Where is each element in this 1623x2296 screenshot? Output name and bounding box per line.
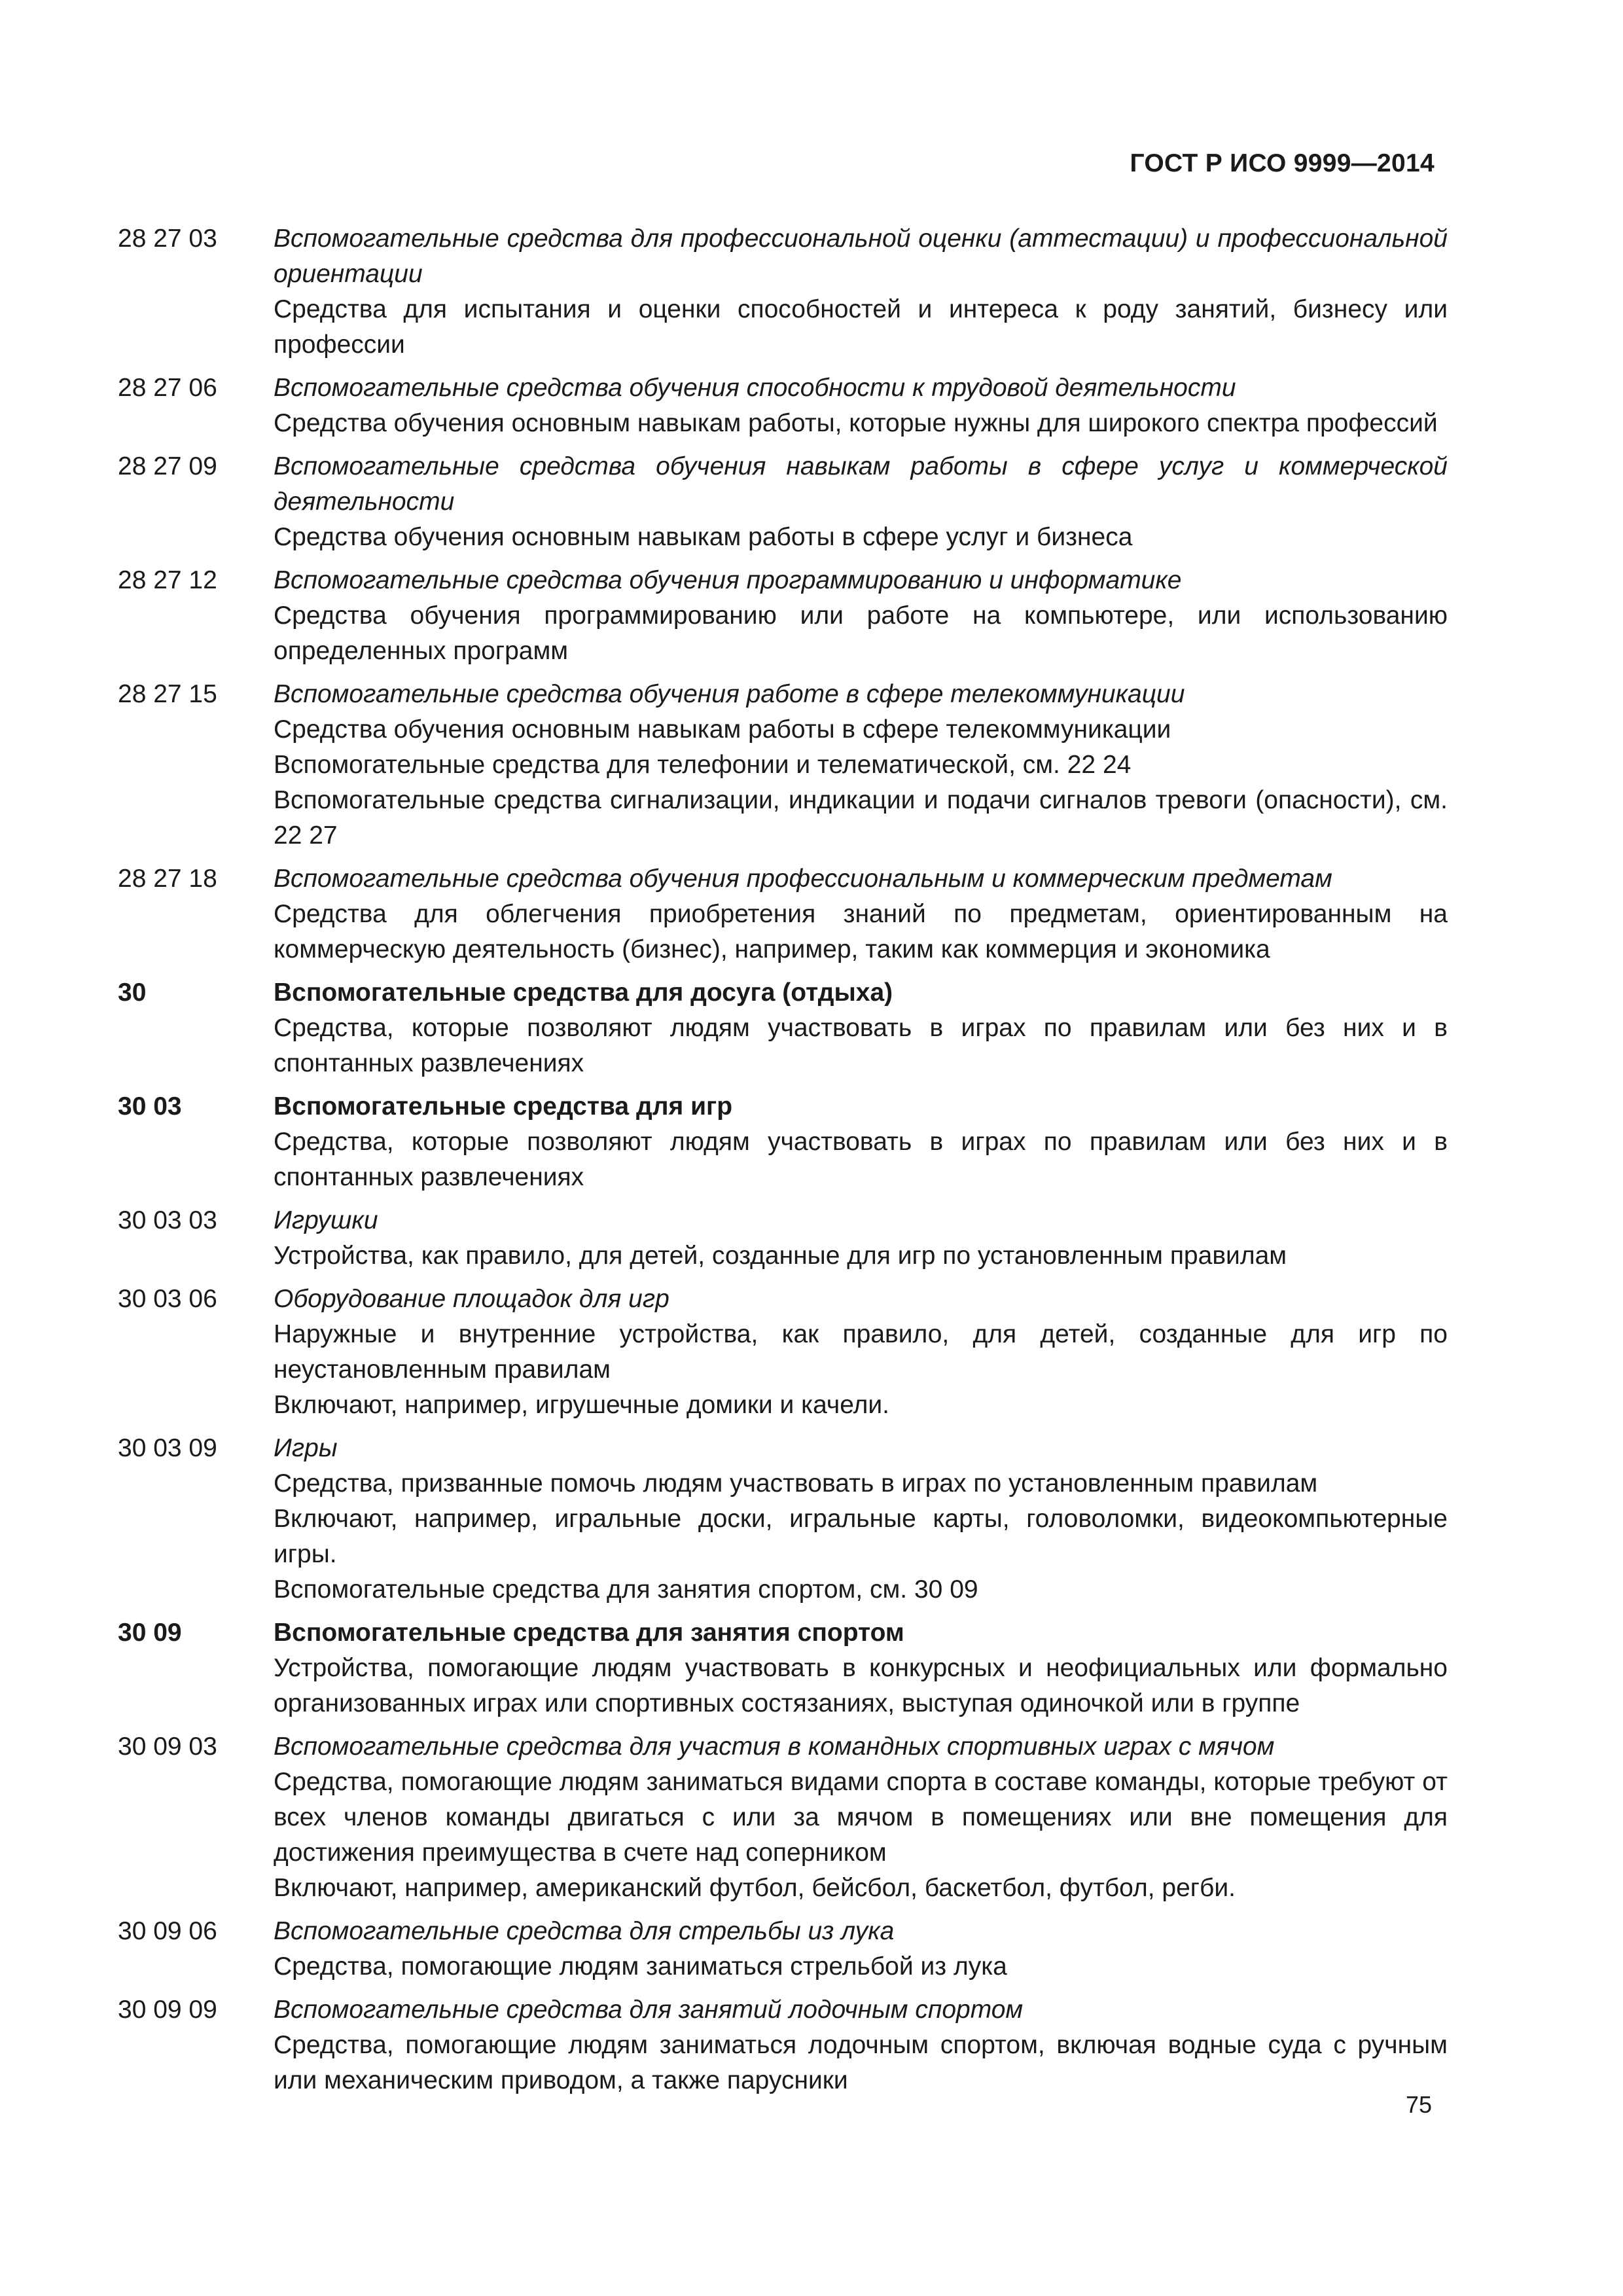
entry-code: 30 03 06 — [118, 1285, 217, 1313]
page-number: 75 — [1405, 2091, 1432, 2118]
entry-content — [274, 449, 1448, 555]
classification-list — [118, 221, 1448, 2106]
entry-30-09-06 — [118, 1914, 1448, 1984]
entry-28-27-06 — [118, 370, 1448, 441]
entry-description: Средства для облегчения приобретения знаний по предметам, ориентированным на коммерческую деятельность (бизнес), например, таким как коммерция и экономика — [274, 900, 1448, 963]
entry-code: 28 27 06 — [118, 374, 217, 402]
entry-title: Игры — [274, 1434, 338, 1462]
entry-code: 30 09 06 — [118, 1917, 217, 1945]
entry-30 — [118, 975, 1448, 1081]
entry-content — [274, 1729, 1448, 1906]
entry-content — [274, 1914, 1448, 1984]
entry-title: Вспомогательные средства для профессиональной оценки (аттестации) и профессиональной ориентации — [274, 224, 1448, 288]
entry-title: Игрушки — [274, 1206, 378, 1234]
entry-30-03-03 — [118, 1203, 1448, 1274]
entry-code: 30 09 09 — [118, 1996, 217, 2024]
entry-description: Средства, которые позволяют людям участвовать в играх по правилам или без них и в спонтанных развлечениях — [274, 1128, 1448, 1191]
document-header: ГОСТ Р ИСО 9999—2014 — [1130, 149, 1435, 177]
entry-code: 28 27 12 — [118, 566, 217, 594]
entry-code: 30 — [118, 978, 147, 1007]
entry-code: 30 03 09 — [118, 1434, 217, 1462]
entry-description: Средства для испытания и оценки способностей и интереса к роду занятий, бизнесу или профессии — [274, 295, 1448, 359]
entry-30-03-06 — [118, 1282, 1448, 1423]
entry-title: Вспомогательные средства для участия в командных спортивных играх с мячом — [274, 1732, 1275, 1761]
entry-content — [274, 370, 1448, 441]
entry-30-09-09 — [118, 1992, 1448, 2098]
entry-content — [274, 975, 1448, 1081]
entry-content — [274, 221, 1448, 363]
entry-30-03-09 — [118, 1431, 1448, 1607]
entry-cross-reference: Вспомогательные средства сигнализации, индикации и подачи сигналов тревоги (опасности), см. 22 27 — [274, 786, 1448, 850]
entry-title: Оборудование площадок для игр — [274, 1285, 669, 1313]
entry-description: Средства, помогающие людям заниматься лодочным спортом, включая водные суда с ручным или механическим приводом, а также парусники — [274, 2031, 1448, 2094]
entry-content — [274, 677, 1448, 853]
entry-code: 30 09 — [118, 1619, 182, 1647]
entry-title: Вспомогательные средства для игр — [274, 1092, 733, 1121]
entry-cross-reference: Вспомогательные средства для телефонии и телематической, см. 22 24 — [274, 751, 1132, 779]
entry-description: Средства обучения основным навыкам работы в сфере телекоммуникации — [274, 715, 1171, 744]
entry-title: Вспомогательные средства для досуга (отдыха) — [274, 978, 893, 1007]
entry-code: 30 03 03 — [118, 1206, 217, 1234]
entry-code: 28 27 15 — [118, 680, 217, 708]
entry-content — [274, 1992, 1448, 2098]
entry-30-03 — [118, 1089, 1448, 1195]
entry-description: Наружные и внутренние устройства, как правило, для детей, созданные для игр по неустановленным правилам — [274, 1320, 1448, 1384]
entry-content — [274, 1089, 1448, 1195]
entry-title: Вспомогательные средства для занятия спортом — [274, 1619, 904, 1647]
entry-title: Вспомогательные средства для занятий лодочным спортом — [274, 1996, 1024, 2024]
entry-content — [274, 1282, 1448, 1423]
entry-title: Вспомогательные средства обучения навыкам работы в сфере услуг и коммерческой деятельности — [274, 452, 1448, 516]
entry-28-27-03 — [118, 221, 1448, 363]
entry-examples: Включают, например, игральные доски, игральные карты, головоломки, видеокомпьютерные игры. — [274, 1505, 1448, 1568]
entry-content — [274, 861, 1448, 967]
entry-description: Средства, которые позволяют людям участвовать в играх по правилам или без них и в спонтанных развлечениях — [274, 1014, 1448, 1077]
entry-content — [274, 1615, 1448, 1721]
entry-title: Вспомогательные средства обучения профессиональным и коммерческим предметам — [274, 865, 1332, 893]
entry-28-27-15 — [118, 677, 1448, 853]
entry-description: Устройства, помогающие людям участвовать в конкурсных и неофициальных или формально организованных играх или спортивных состязаниях, выступая одиночкой или в группе — [274, 1654, 1448, 1717]
entry-description: Устройства, как правило, для детей, созданные для игр по установленным правилам — [274, 1242, 1287, 1270]
entry-description: Средства обучения основным навыкам работы в сфере услуг и бизнеса — [274, 523, 1133, 551]
entry-title: Вспомогательные средства для стрельбы из лука — [274, 1917, 895, 1945]
entry-title: Вспомогательные средства обучения работе в сфере телекоммуникации — [274, 680, 1185, 708]
entry-30-09-03 — [118, 1729, 1448, 1906]
entry-description: Средства обучения программированию или работе на компьютере, или использованию определенных программ — [274, 601, 1448, 665]
entry-description: Средства обучения основным навыкам работы, которые нужны для широкого спектра профессий — [274, 409, 1438, 437]
entry-30-09 — [118, 1615, 1448, 1721]
entry-28-27-18 — [118, 861, 1448, 967]
entry-28-27-12 — [118, 563, 1448, 669]
entry-description: Средства, призванные помочь людям участвовать в играх по установленным правилам — [274, 1469, 1318, 1498]
entry-title: Вспомогательные средства обучения программированию и информатике — [274, 566, 1182, 594]
entry-code: 28 27 03 — [118, 224, 217, 253]
entry-title: Вспомогательные средства обучения способности к трудовой деятельности — [274, 374, 1236, 402]
entry-content — [274, 1431, 1448, 1607]
entry-code: 30 03 — [118, 1092, 182, 1121]
entry-examples: Включают, например, американский футбол, бейсбол, баскетбол, футбол, регби. — [274, 1874, 1236, 1902]
entry-description: Средства, помогающие людям заниматься видами спорта в составе команды, которые требуют от всех членов команды двигаться с или за мячом в помещениях или вне помещения для достижения преимущества в счете над соперником — [274, 1768, 1448, 1867]
entry-code: 28 27 18 — [118, 865, 217, 893]
entry-28-27-09 — [118, 449, 1448, 555]
entry-code: 30 09 03 — [118, 1732, 217, 1761]
entry-cross-reference: Вспомогательные средства для занятия спортом, см. 30 09 — [274, 1575, 978, 1604]
entry-content — [274, 1203, 1448, 1274]
entry-examples: Включают, например, игрушечные домики и качели. — [274, 1391, 890, 1419]
entry-content — [274, 563, 1448, 669]
entry-code: 28 27 09 — [118, 452, 217, 480]
entry-description: Средства, помогающие людям заниматься стрельбой из лука — [274, 1952, 1007, 1981]
